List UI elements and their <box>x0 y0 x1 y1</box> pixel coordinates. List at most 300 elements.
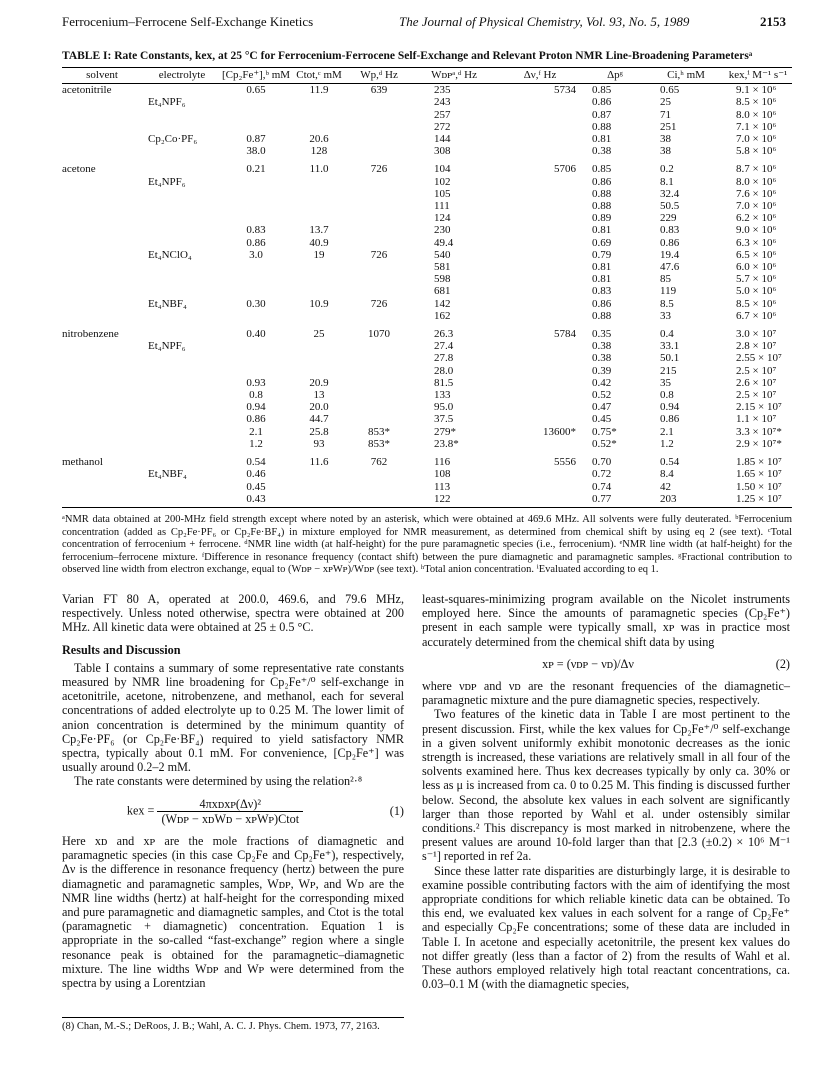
table-cell <box>498 176 582 188</box>
rate-constants-table <box>62 67 792 508</box>
table-cell: 11.0 <box>309 163 329 176</box>
table-cell <box>498 188 582 200</box>
column-header: [Cp₂Fe⁺],ᵇ mM <box>222 68 290 84</box>
table-cell: 251 <box>660 120 677 133</box>
table-cell: 0.35 <box>592 328 612 341</box>
table-cell: 0.42 <box>592 376 612 389</box>
table-cell <box>348 96 410 108</box>
table-cell: 5.7 × 10⁶ <box>736 273 777 286</box>
table-caption: TABLE I: Rate Constants, kex, at 25 °C for Ferrocenium-Ferrocene Self-Exchange and Relevant Proton NMR Line-Broadening Parametersᵃ <box>62 50 753 62</box>
table-row <box>62 322 792 340</box>
table-cell <box>498 365 582 377</box>
table-cell <box>348 468 410 480</box>
table-cell <box>222 176 290 188</box>
table-cell: 0.93 <box>246 376 266 389</box>
table-cell: 0.77 <box>582 493 648 508</box>
table-cell <box>222 109 290 121</box>
table-cell <box>290 212 348 224</box>
paragraph: Here xᴅ and xᴘ are the mole fractions of diamagnetic and paramagnetic species (in this case Cp₂Fe and Cp₂Fe⁺), respectively, Δν is the difference in resonance frequency (hertz) between the pure diamagnetic and paramagnetic samples, Wᴅᴘ, Wᴘ, and Wᴅ are the NMR line widths (hertz) at half-height for the corresponding mixed and pure paramagnetic and diamagnetic samples, and Ctot is the total (paramagnetic + diamagnetic) concentration. Equation 1 is appropriate in the so-called “fast-exchange” region where a single resonance peak is obtained for the paramagnetic–diamagnetic mixture. The line widths Wᴅᴘ and Wᴘ were determined from the spectra by using a Lorentzian <box>62 834 404 991</box>
table-cell <box>62 310 142 322</box>
table-cell: 33 <box>660 309 672 322</box>
table-cell <box>348 224 410 236</box>
table-cell <box>498 340 582 352</box>
table-cell: 0.74 <box>592 480 612 493</box>
table-row <box>62 188 792 200</box>
table-cell: 581 <box>434 261 451 274</box>
table-footnote: ᵃNMR data obtained at 200-MHz field strength except where noted by an asterisk, which were obtained at 469.6 MHz. All solvents were fully deuterated. ᵇFerrocenium concentration (added as Cp₂Fe·PF₆ or Cp₂Fe·BF₄) in mixture employed for NMR measurement, as determined from chemical shift by using eq 2 (see text). ᶜTotal concentration of ferrocenium + ferrocene. ᵈNMR line width (at half-height) for the pure paramagnetic species (i.e., ferrocenium). ᵉNMR line width (at half-height) for the ferrocenium–ferrocene mixture. ᶠDifference in resonance frequency (contact shift) between the pure diamagnetic and paramagnetic samples. ᵍFractional contribution to observed line width from electron exchange, equal to (Wᴅᴘ − xᴘWᴘ)/Wᴅᴘ (see text). ʰTotal anion concentration. ⁱEvaluated according to eq 1. <box>62 514 792 575</box>
table-cell: 5556 <box>554 456 577 469</box>
table-cell: 0.89 <box>592 212 612 225</box>
section-heading: Results and Discussion <box>62 642 181 657</box>
column-header: kex,ⁱ M⁻¹ s⁻¹ <box>724 68 792 84</box>
table-cell <box>142 401 222 413</box>
table-cell: 113 <box>434 480 451 493</box>
table-cell <box>62 298 142 310</box>
table-cell: 8.7 × 10⁶ <box>736 163 777 176</box>
table-cell: 102 <box>434 175 451 188</box>
table-cell <box>62 389 142 401</box>
table-cell: 7.6 × 10⁶ <box>736 187 777 200</box>
table-cell <box>290 109 348 121</box>
paragraph: Varian FT 80 A, operated at 200.0, 469.6, and 79.6 MHz, respectively. Unless noted otherwise, spectra were obtained at 200 MHz. All kinetic data were obtained at 25 ± 0.5 °C. <box>62 592 404 635</box>
table-cell <box>142 145 222 157</box>
table-cell <box>348 176 410 188</box>
table-cell: 8.5 × 10⁶ <box>736 297 777 310</box>
table-cell <box>498 352 582 364</box>
table-cell: 1.2 <box>249 437 263 450</box>
table-cell: 0.38 <box>592 352 612 365</box>
table-row <box>62 212 792 224</box>
table-cell <box>142 261 222 273</box>
table-row <box>62 413 792 425</box>
table-cell <box>142 493 222 508</box>
table-cell: 0.65 <box>246 84 266 97</box>
table-cell: 2.55 × 10⁷ <box>736 352 782 365</box>
table-cell: 5784 <box>554 328 577 341</box>
table-cell: 0.39 <box>592 364 612 377</box>
table-cell: 0.47 <box>592 401 612 414</box>
table-cell: 0.52 <box>592 389 612 402</box>
table-cell: nitrobenzene <box>62 328 119 341</box>
table-cell: 6.5 × 10⁶ <box>736 248 777 261</box>
table-cell: 0.75* <box>592 425 617 438</box>
footnote-reference: (8) Chan, M.-S.; DeRoos, J. B.; Wahl, A. C. J. Phys. Chem. 1973, 77, 2163. <box>62 1017 404 1034</box>
table-cell: 32.4 <box>660 187 680 200</box>
table-cell <box>498 261 582 273</box>
table-cell <box>498 310 582 322</box>
table-cell: Et₄NClO₄ <box>148 248 192 261</box>
table-row <box>62 481 792 493</box>
table-cell: 726 <box>370 297 388 310</box>
table-row <box>62 224 792 236</box>
table-cell: 20.9 <box>309 376 329 389</box>
table-cell: 0.94 <box>246 401 266 414</box>
table-cell <box>290 188 348 200</box>
table-cell <box>498 438 582 450</box>
table-cell: 1.2 <box>660 437 674 450</box>
table-row <box>62 109 792 121</box>
table-cell: 0.88 <box>592 187 612 200</box>
table-cell <box>222 365 290 377</box>
table-cell <box>498 249 582 261</box>
table-cell <box>348 237 410 249</box>
table-cell <box>62 212 142 224</box>
table-cell <box>348 352 410 364</box>
table-cell: 50.1 <box>660 352 680 365</box>
column-header: Δpᵍ <box>582 68 648 84</box>
table-cell: 27.8 <box>434 352 454 365</box>
table-cell <box>290 261 348 273</box>
table-cell <box>142 413 222 425</box>
table-cell: 0.86 <box>246 413 266 426</box>
table-cell: 0.69 <box>592 236 612 249</box>
table-cell: 1.50 × 10⁷ <box>736 480 782 493</box>
table-cell <box>222 261 290 273</box>
table-cell: 23.8* <box>434 437 459 450</box>
table-cell: 25.8 <box>309 425 329 438</box>
table-cell: 0.70 <box>592 456 612 469</box>
table-cell: methanol <box>62 456 103 469</box>
table-cell <box>142 438 222 450</box>
table-cell: 3.3 × 10⁷* <box>736 425 782 438</box>
table-cell: 0.88 <box>592 309 612 322</box>
table-cell: 540 <box>434 248 451 261</box>
column-header: Ci,ʰ mM <box>648 68 724 84</box>
table-cell <box>142 322 222 340</box>
table-cell <box>142 212 222 224</box>
table-cell: 1070 <box>368 328 391 341</box>
table-cell <box>62 261 142 273</box>
table-cell: 215 <box>660 364 677 377</box>
table-row <box>62 145 792 157</box>
table-cell <box>62 188 142 200</box>
table-cell <box>290 481 348 493</box>
table-cell <box>222 200 290 212</box>
table-cell: 0.83 <box>660 224 680 237</box>
column-header: electrolyte <box>142 68 222 84</box>
table-cell: 0.86 <box>592 96 612 109</box>
table-cell <box>222 352 290 364</box>
table-cell: 105 <box>434 187 451 200</box>
table-body <box>62 84 792 508</box>
page-header <box>62 14 786 32</box>
table-cell <box>498 212 582 224</box>
table-cell <box>290 468 348 480</box>
table-cell: 37.5 <box>434 413 454 426</box>
table-cell: 6.2 × 10⁶ <box>736 212 777 225</box>
table-cell <box>62 365 142 377</box>
table-cell: 681 <box>434 285 451 298</box>
table-cell <box>222 285 290 297</box>
table-cell: 8.1 <box>660 175 674 188</box>
table-cell: 0.88 <box>592 200 612 213</box>
table-cell: 853* <box>368 425 391 438</box>
table-cell: 0.65 <box>660 84 680 97</box>
table-cell: 128 <box>310 145 328 158</box>
table-cell: 133 <box>434 389 451 402</box>
table-cell <box>142 365 222 377</box>
table-cell: 2.6 × 10⁷ <box>736 376 777 389</box>
table-cell <box>498 401 582 413</box>
table-cell <box>348 413 410 425</box>
table-header-row <box>62 68 792 84</box>
table-cell <box>142 157 222 175</box>
table-row <box>62 310 792 322</box>
table-cell <box>348 365 410 377</box>
table-cell: 116 <box>434 456 451 469</box>
column-header: Wp,ᵈ Hz <box>348 68 410 84</box>
table-cell: 0.8 <box>660 389 674 402</box>
table-cell <box>62 200 142 212</box>
table-cell <box>498 298 582 310</box>
paragraph: least-squares-minimizing program available on the Nicolet instruments employed here. Since the amounts of paramagnetic species (Cp₂Fe⁺) present in each sample were typically small, xᴘ was in practice most accurately determined from the chemical shift data by using <box>422 592 790 649</box>
table-row <box>62 84 792 97</box>
table-cell: 0.30 <box>246 297 266 310</box>
table-cell <box>498 133 582 145</box>
table-row <box>62 249 792 261</box>
table-cell: 0.86 <box>592 297 612 310</box>
table-cell: 8.4 <box>660 468 674 481</box>
table-cell: acetone <box>62 163 96 176</box>
table-row <box>62 438 792 450</box>
table-cell <box>290 200 348 212</box>
table-cell <box>62 468 142 480</box>
equation-fraction <box>157 797 303 826</box>
table-cell: 95.0 <box>434 401 454 414</box>
table-cell <box>62 145 142 157</box>
table-cell <box>498 200 582 212</box>
table-cell <box>62 352 142 364</box>
table-cell <box>142 352 222 364</box>
table-cell: 308 <box>434 145 451 158</box>
table-row <box>62 365 792 377</box>
table-cell <box>498 96 582 108</box>
table-cell: 0.81 <box>592 261 612 274</box>
table-cell <box>62 426 142 438</box>
table-cell <box>62 176 142 188</box>
table-cell: 726 <box>370 248 388 261</box>
table-cell <box>62 493 142 508</box>
table-cell <box>498 413 582 425</box>
table-cell <box>62 96 142 108</box>
left-column <box>62 592 404 990</box>
table-cell <box>142 426 222 438</box>
paragraph: Since these latter rate disparities are disturbingly large, it is desirable to examine possible contributing factors with the aim of identifying the most appropriate conditions for which reliable kinetic data can be obtained. To this end, we evaluated kex values in each solvent for a range of Cp₂Fe⁺ and especially Cp₂Fe concentrations; some of these data are included in Table I. In acetone and especially acetonitrile, the present kex values do not differ greatly (less than a factor of 2) from the results of Wahl et al. These authors employed relatively high total reactant concentrations, ca. 0.03–0.1 M (with the diamagnetic species, <box>422 863 790 992</box>
table-row <box>62 273 792 285</box>
table-cell: 0.45 <box>246 480 266 493</box>
table-cell: 257 <box>434 108 451 121</box>
table-cell <box>498 377 582 389</box>
table-cell <box>348 389 410 401</box>
table-cell: Et₄NPF₆ <box>148 340 186 353</box>
table-cell <box>498 237 582 249</box>
table-row <box>62 133 792 145</box>
table-cell: 42 <box>660 480 672 493</box>
table-cell: 0.40 <box>246 328 266 341</box>
table-cell <box>62 413 142 425</box>
table-cell <box>348 200 410 212</box>
table-row <box>62 426 792 438</box>
equation-lhs: kex = <box>126 803 155 818</box>
table-cell: 6.7 × 10⁶ <box>736 309 777 322</box>
table-cell: 2.1 <box>660 425 674 438</box>
table-cell: 8.0 × 10⁶ <box>736 175 777 188</box>
table-row <box>62 450 792 468</box>
table-row <box>62 468 792 480</box>
table-cell <box>290 176 348 188</box>
table-cell <box>290 352 348 364</box>
table-row <box>62 493 792 508</box>
table-cell <box>62 481 142 493</box>
table-cell: 25 <box>660 96 672 109</box>
table-cell: 20.0 <box>309 401 329 414</box>
table-cell <box>348 285 410 297</box>
table-cell: 71 <box>660 108 672 121</box>
table-cell <box>222 273 290 285</box>
table-cell: 2.5 × 10⁷ <box>736 389 777 402</box>
table-cell: Cp₂Co·PF₆ <box>148 133 198 146</box>
table-cell: 0.87 <box>592 108 612 121</box>
table-cell: 1.25 × 10⁷ <box>724 493 792 508</box>
table-cell: 0.86 <box>660 413 680 426</box>
equation-1 <box>62 797 404 826</box>
table-cell <box>62 401 142 413</box>
table-cell: 81.5 <box>434 376 454 389</box>
table-cell: 47.6 <box>660 261 680 274</box>
table-cell: 0.54 <box>246 456 266 469</box>
table-cell: acetonitrile <box>62 84 112 97</box>
table-cell: 726 <box>370 163 388 176</box>
table-cell <box>498 145 582 157</box>
table-cell: 9.0 × 10⁶ <box>736 224 777 237</box>
table-cell <box>142 450 222 468</box>
table-cell: 0.86 <box>592 175 612 188</box>
table-cell: Et₄NBF₄ <box>148 468 187 481</box>
table-cell: 111 <box>434 200 450 213</box>
table-cell: 0.85 <box>592 163 612 176</box>
table-cell: 0.72 <box>592 468 612 481</box>
table-cell <box>142 310 222 322</box>
table-cell <box>348 481 410 493</box>
table-cell: 762 <box>370 456 388 469</box>
table-cell: 1.1 × 10⁷ <box>736 413 777 426</box>
table-cell: 0.94 <box>660 401 680 414</box>
paragraph: Two features of the kinetic data in Table I are most pertinent to the present discussion. First, while the kex values for Cp₂Fe⁺/⁰ self-exchange in a given solvent uniformly exhibit monotonic decreases as the ionic strength is increased, these variations are relatively small in all four of the solvents examined here. Thus kex decreases typically by only ca. 30% or less as μ is increased from ca. 0 to 0.25 M. This finding is discussed further below. Second, the absolute kex values in each solvent are significantly larger than those reported by Wahl et al. under ostensibly similar conditions.² This discrepancy is most marked in nitrobenzene, where the present values are around 10-fold larger than that [2.3 (±0.2) × 10⁶ M⁻¹ s⁻¹] reported in ref 2a. <box>422 707 790 864</box>
table-cell <box>498 224 582 236</box>
table-cell: Et₄NPF₆ <box>148 96 186 109</box>
table-cell <box>142 84 222 97</box>
table-row <box>62 285 792 297</box>
table-cell: 6.3 × 10⁶ <box>736 236 777 249</box>
table-cell: 40.9 <box>309 236 329 249</box>
table-cell <box>348 377 410 389</box>
equation-body: xᴘ = (νᴅᴘ − νᴅ)/Δν <box>542 656 634 671</box>
equation-denominator: (Wᴅᴘ − xᴅWᴅ − xᴘWᴘ)Ctot <box>161 811 300 826</box>
table-cell <box>348 401 410 413</box>
table-row <box>62 157 792 175</box>
table-cell: 229 <box>660 212 677 225</box>
table-cell: 144 <box>434 133 451 146</box>
table-cell <box>498 273 582 285</box>
table-cell: 1.85 × 10⁷ <box>736 456 782 469</box>
table-cell <box>348 145 410 157</box>
running-title: Ferrocenium–Ferrocene Self-Exchange Kinetics <box>62 14 314 29</box>
table-cell: 0.52* <box>592 437 617 450</box>
table-cell <box>222 188 290 200</box>
table-cell: 25 <box>313 328 325 341</box>
table-cell: 0.85 <box>592 84 612 97</box>
table-cell <box>222 340 290 352</box>
table-cell <box>62 273 142 285</box>
table-cell: 122 <box>410 493 498 508</box>
table-cell: 3.0 <box>249 248 263 261</box>
table-cell: 19 <box>313 248 325 261</box>
table-row <box>62 401 792 413</box>
table-cell: 0.4 <box>660 328 674 341</box>
table-cell: 85 <box>660 273 672 286</box>
table-cell: 0.81 <box>592 224 612 237</box>
table-cell <box>142 188 222 200</box>
table-cell: 38 <box>660 145 672 158</box>
table-cell <box>222 310 290 322</box>
table-cell <box>142 224 222 236</box>
table-cell: 2.5 × 10⁷ <box>736 364 777 377</box>
column-header: Wᴅᴘᵃ,ᵈ Hz <box>410 68 498 84</box>
table-row <box>62 377 792 389</box>
table-cell: 11.6 <box>309 456 329 469</box>
table-cell <box>348 212 410 224</box>
table-cell: 0.83 <box>592 285 612 298</box>
table-cell: 13600* <box>543 425 577 438</box>
table-cell: Et₄NPF₆ <box>148 175 186 188</box>
table-cell <box>62 133 142 145</box>
table-cell: 0.43 <box>222 493 290 508</box>
table-cell <box>498 468 582 480</box>
table-cell <box>142 481 222 493</box>
table-cell: 13 <box>313 389 325 402</box>
table-cell <box>348 133 410 145</box>
table-cell <box>498 121 582 133</box>
table-cell <box>290 340 348 352</box>
table-cell: 5.8 × 10⁶ <box>736 145 777 158</box>
table-cell <box>290 365 348 377</box>
table-cell: 2.1 <box>249 425 263 438</box>
equation-numerator: 4πxᴅxᴘ(Δν)² <box>157 797 303 812</box>
table-cell: 8.5 <box>660 297 674 310</box>
table-cell <box>348 188 410 200</box>
table-cell: 5.0 × 10⁶ <box>736 285 777 298</box>
table-cell: 0.81 <box>592 273 612 286</box>
table-cell: 93 <box>313 437 325 450</box>
table-cell: 11.9 <box>309 84 329 97</box>
table-cell: 0.8 <box>249 389 263 402</box>
equation-number: (2) <box>775 656 790 671</box>
table-cell: 8.0 × 10⁶ <box>736 108 777 121</box>
table-cell: 3.0 × 10⁷ <box>736 328 777 341</box>
paragraph: Table I contains a summary of some representative rate constants measured by NMR line broadening for Cp₂Fe⁺/⁰ self-exchange in acetonitrile, acetone, nitrobenzene, and methanol, each for several concentrations of added electrolyte up to 0.25 M. The lower limit of anion concentration is determined by the minimum quantity of Cp₂Fe·PF₆ (or Cp₂Fe·BF₄) required to yield satisfactory NMR spectra, typically about 0.1 mM. For convenience, [Cp₂Fe⁺] was usually around 0.2–2 mM. <box>62 660 404 775</box>
table-cell: 0.38 <box>592 340 612 353</box>
table-cell <box>142 109 222 121</box>
page-number: 2153 <box>760 14 786 29</box>
table-cell: 639 <box>370 84 388 97</box>
table-cell: 44.7 <box>309 413 329 426</box>
table-cell: 0.88 <box>592 120 612 133</box>
table-cell <box>142 389 222 401</box>
table-row <box>62 340 792 352</box>
table-cell: 853* <box>368 437 391 450</box>
table-cell <box>62 224 142 236</box>
table-cell <box>142 377 222 389</box>
